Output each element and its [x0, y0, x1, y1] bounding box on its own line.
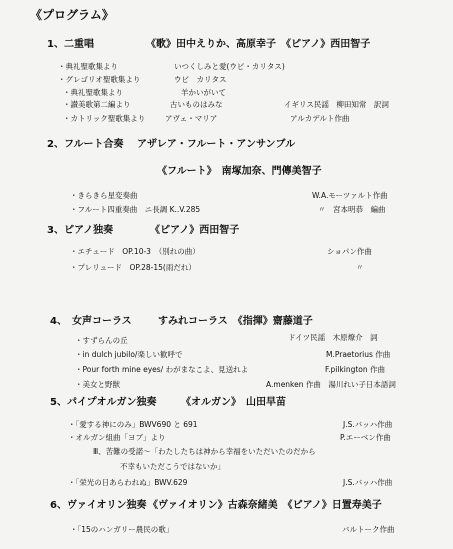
program-item-mid: 古いものはみな	[170, 100, 223, 109]
program-item-left: ・讃美歌第二編より	[63, 100, 131, 109]
program-item-left: ・フルート四重奏曲 ニ長調 K..V.285	[70, 205, 201, 214]
program-item-left: ・Pour forth mine eyes/ わがまなこよ、見送れよ	[75, 365, 249, 374]
program-item-right: 〃	[356, 263, 364, 272]
program-item-right: P.エーベン作曲	[340, 433, 391, 442]
program-item-mid: アヴェ・マリア	[165, 114, 218, 123]
program-item-left: ・エチュード OP.10-3 （別れの曲）	[70, 247, 200, 256]
program-item-left: ・すずらんの丘	[75, 336, 128, 345]
program-item-left: ・典礼聖歌集より	[63, 88, 123, 97]
program-item-right: A.menken 作曲 湯川れい子日本語詞	[266, 380, 396, 389]
program-item-right: ドイツ民謡 木原燎介 詞	[288, 333, 378, 342]
section-performers: アザレア・フルート・アンサンブル	[137, 139, 296, 150]
section-heading: 1、二重唱	[47, 39, 94, 50]
program-item-right: 〃 宮本明恭 編曲	[318, 205, 386, 214]
section-heading: 4、 女声コーラス	[50, 316, 132, 327]
program-item-left: ・「愛する神にのみ」BWV690 と 691	[68, 420, 198, 429]
section-performers: 《ヴァイオリン》古森奈緒美 《ピアノ》日置寿美子	[148, 500, 382, 511]
program-item-right: J.S.バッハ作曲	[343, 478, 393, 487]
program-title: 《プログラム》	[30, 8, 114, 22]
section-heading: 5、パイプオルガン独奏	[50, 397, 157, 408]
program-item-mid: 羊かいがいて	[181, 88, 226, 97]
program-item-left: ・プレリュード OP.28-15(雨だれ）	[70, 263, 196, 272]
program-item-left: ・「栄光の日あらわれぬ」BWV.629	[68, 478, 188, 487]
section-heading: 3、ピアノ独奏	[47, 225, 114, 236]
section-performers: 《ピアノ》西田智子	[150, 225, 240, 236]
program-item-right: M.Praetorius 作曲	[326, 350, 391, 359]
program-item-left: ・グレゴリオ聖歌集より	[58, 75, 141, 84]
section-performers: 《オルガン》 山田早苗	[181, 397, 286, 408]
program-item-right: J.S.バッハ作曲	[343, 420, 393, 429]
section-performers: 《歌》田中えりか、高原幸子 《ピアノ》西田智子	[146, 39, 371, 50]
program-item-left: ・カトリック聖歌集より	[63, 114, 146, 123]
program-item-mid: ウビ カリタス	[174, 75, 227, 84]
program-item-right: ショパン作曲	[327, 247, 372, 256]
section-heading: 6、ヴァイオリン独奏	[50, 500, 147, 511]
program-item-left: ・in dulch jubilo/楽しい歓呼で	[75, 350, 183, 359]
program-item-left: ・きらきら星変奏曲	[70, 191, 138, 200]
program-item-left: ・「15のハンガリー農民の歌」	[70, 525, 174, 534]
program-item-mid: いつくしみと愛(ウビ・カリタス)	[174, 62, 285, 71]
program-item-right: バルトーク作曲	[342, 525, 395, 534]
program-item-left: ・美女と野獣	[75, 380, 120, 389]
program-item-left: Ⅲ、苦難の受諾～「わたしたちは神から幸福をいただいたのだから	[93, 447, 316, 456]
program-item-right: イギリス民謡 柳田知常 訳詞	[284, 100, 389, 109]
section-heading: 2、フルート合奏	[47, 139, 124, 150]
program-item-left: 不幸もいただこうではないか」	[120, 462, 225, 471]
program-item-right: W.A.モーツァルト作曲	[312, 191, 388, 200]
program-item-left: ・典礼聖歌集より	[58, 62, 118, 71]
section-performers-secondary: 《フルート》 南塚加奈、門傳美智子	[157, 166, 322, 177]
section-performers: すみれコーラス 《指揮》齋藤道子	[158, 316, 313, 327]
program-item-right: F.pilkington 作曲	[325, 365, 386, 374]
program-item-left: ・オルガン組曲「ヨブ」より	[68, 433, 166, 442]
program-item-right: アルカデルト作曲	[290, 114, 350, 123]
